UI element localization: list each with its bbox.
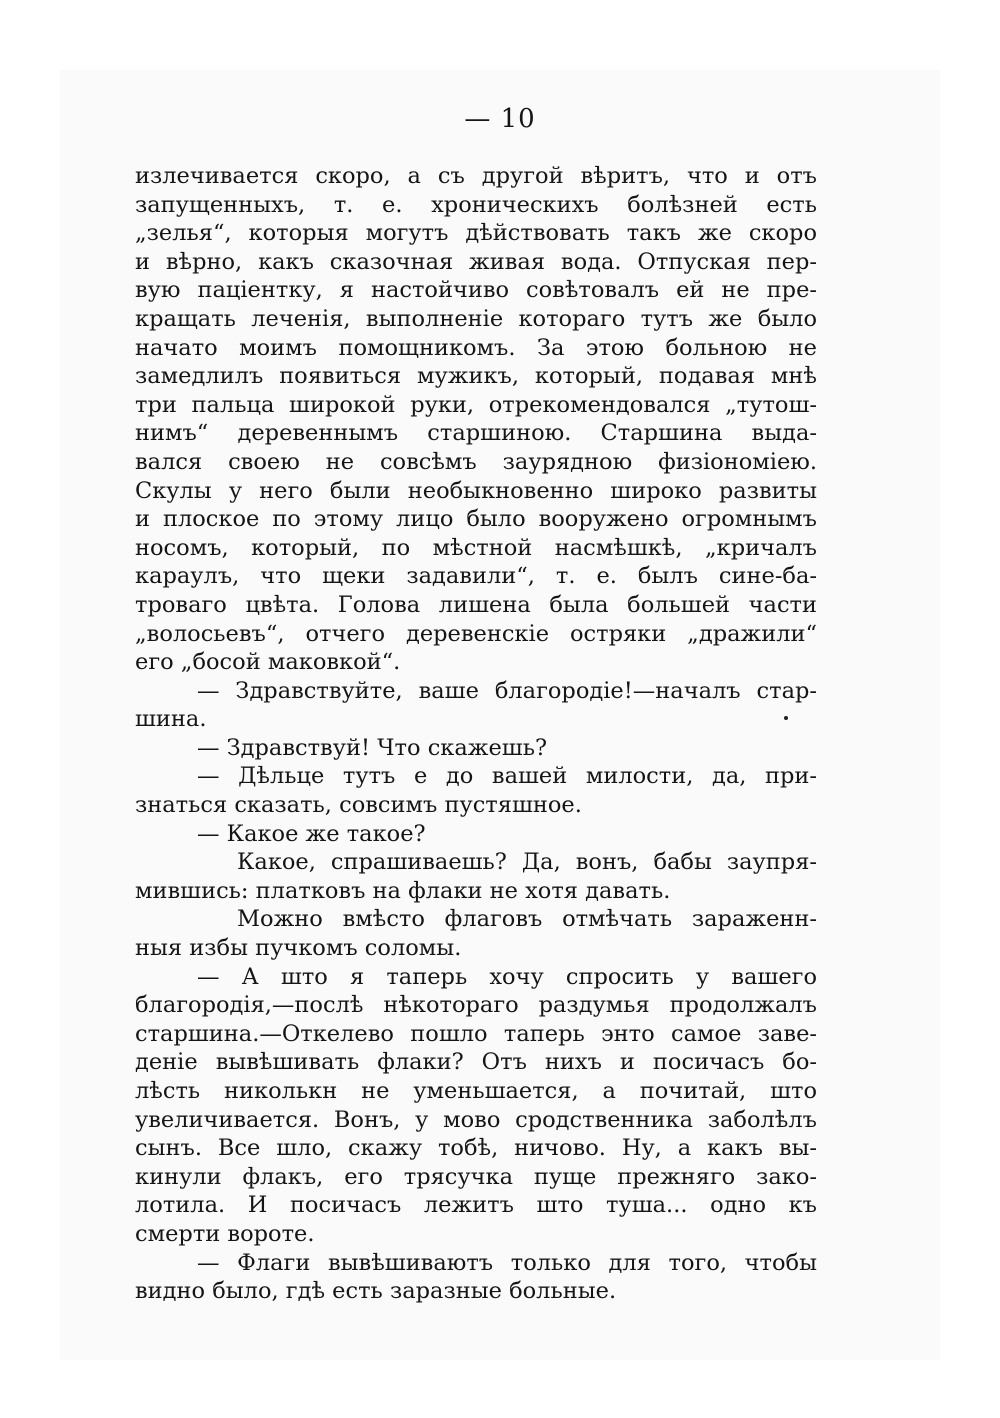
text-line: нимъ“ деревеннымъ старшиною. Старшина выда- xyxy=(135,420,817,447)
text-line: „волосьевъ“, отчего деревенскіе остряки „дражили“ xyxy=(135,620,817,647)
text-line: замедлилъ появиться мужикъ, который, подавая мнѣ xyxy=(135,363,817,390)
text-line: шина. xyxy=(135,706,207,733)
text-line: знаться сказать, совсимъ пустяшное. xyxy=(135,792,582,819)
text-line: караулъ, что щеки задавили“, т. е. былъ сине-ба- xyxy=(135,563,817,590)
text-line: благородія,—послѣ нѣкотораго раздумья продолжалъ xyxy=(135,992,817,1019)
text-line: смерти вороте. xyxy=(135,1220,315,1247)
text-line: лѣсть николькн не уменьшается, а почитай, што xyxy=(135,1078,817,1104)
text-line: старшина.—Откелево пошло таперь энто самое заве- xyxy=(135,1020,817,1047)
text-line: и плоское по этому лицо было вооружено огромнымъ xyxy=(135,506,817,533)
text-line: запущенныхъ, т. е. хроническихъ болѣзней есть xyxy=(135,191,817,218)
text-line: начато моимъ помощникомъ. За этою больною не xyxy=(135,334,817,361)
text-line: три пальца широкой руки, отрекомендовался „тутош- xyxy=(135,391,817,418)
text-line: и вѣрно, какъ сказочная живая вода. Отпуская пер- xyxy=(135,248,817,275)
text-line: вую паціентку, я настойчиво совѣтовалъ ей не пре- xyxy=(135,277,817,304)
text-line: носомъ, который, по мѣстной насмѣшкѣ, „кричалъ xyxy=(135,534,817,561)
text-line: излечивается скоро, а съ другой вѣритъ, что и отъ xyxy=(135,163,817,189)
text-line: Скулы у него были необыкновенно широко развиты xyxy=(135,477,817,504)
dialogue-line: — Здравствуй! Что скажешь? xyxy=(197,734,548,761)
dialogue-line: Какое, спрашиваешь? Да, вонъ, бабы заупря- xyxy=(237,849,817,876)
text-line: увеличивается. Вонъ, у мово сродственника заболѣлъ xyxy=(135,1106,817,1133)
page-number: — 10 xyxy=(464,104,536,134)
text-line: лотила. И посичасъ лежитъ што туша... одно къ xyxy=(135,1192,817,1219)
text-line: троваго цвѣта. Голова лишена была большей части xyxy=(135,591,817,618)
text-line: ныя избы пучкомъ соломы. xyxy=(135,935,462,962)
dialogue-line: Можно вмѣсто флаговъ отмѣчать зараженн- xyxy=(237,906,817,933)
dialogue-line: — Дѣльце тутъ е до вашей милости, да, при- xyxy=(197,763,817,790)
text-line: кинули флакъ, его трясучка пуще прежняго зако- xyxy=(135,1163,817,1190)
text-line: его „босой маковкой“. xyxy=(135,649,401,676)
dialogue-line: — Флаги вывѣшиваютъ только для того, чтобы xyxy=(197,1249,817,1276)
body-text xyxy=(135,162,817,1306)
dialogue-line: — Здравствуйте, ваше благородіе!—началъ стар- xyxy=(197,677,817,704)
text-line: мившись: платковъ на флаки не хотя давать. xyxy=(135,877,671,904)
text-line: сынъ. Все шло, скажу тобѣ, ничово. Ну, а какъ вы- xyxy=(135,1135,817,1162)
dialogue-line: — А што я таперь хочу спросить у вашего xyxy=(197,963,817,990)
text-line: видно было, гдѣ есть заразные больные. xyxy=(135,1278,617,1305)
text-line: „зелья“, которыя могутъ дѣйствовать такъ же скоро xyxy=(135,220,817,247)
print-speck xyxy=(784,716,788,720)
dialogue-line: — Какое же такое? xyxy=(197,820,426,847)
text-line: кращать леченія, выполненіе котораго тутъ же было xyxy=(135,305,817,332)
text-line: деніе вывѣшивать флаки? Отъ нихъ и посичасъ бо- xyxy=(135,1049,817,1076)
text-line: вался своею не совсѣмъ заурядною физіономіею. xyxy=(135,448,817,475)
